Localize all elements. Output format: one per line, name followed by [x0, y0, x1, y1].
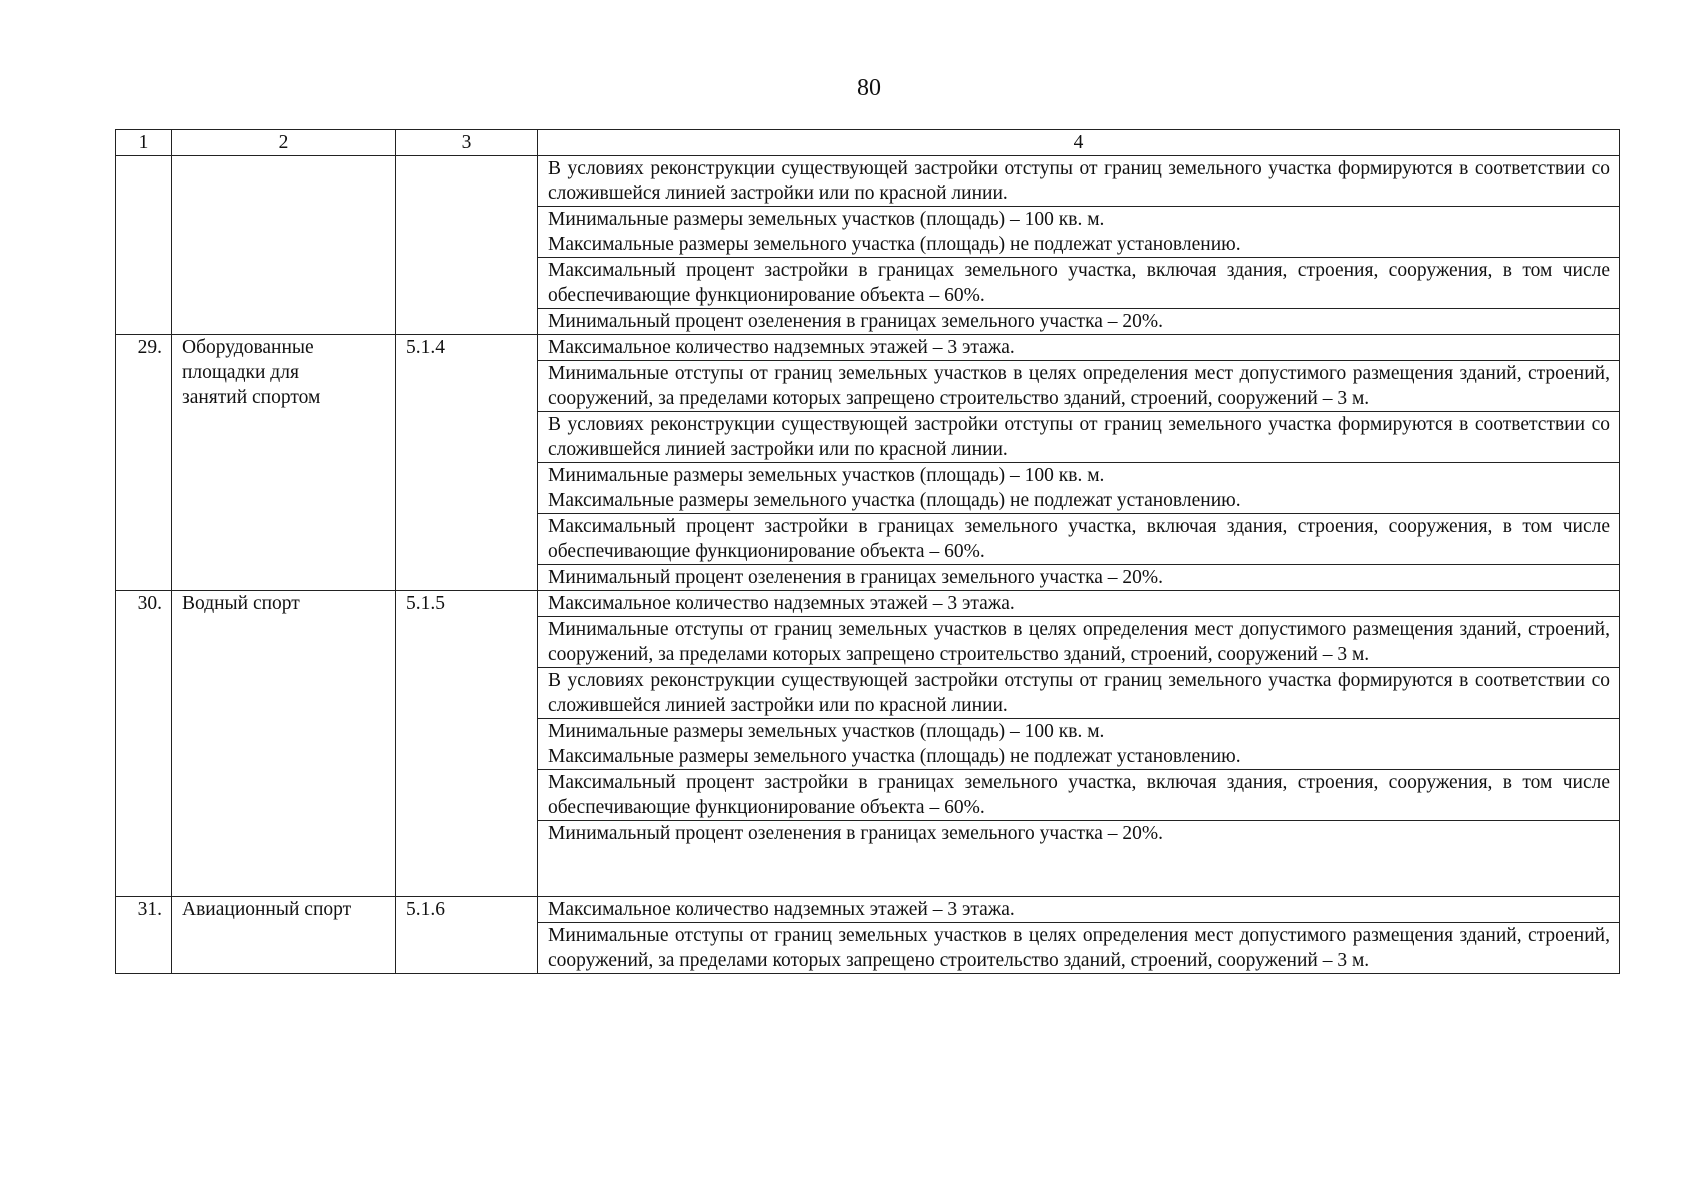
- param-cell: [538, 668, 1620, 719]
- table-row: [116, 335, 1620, 361]
- use-name-line: занятий спортом: [182, 387, 321, 408]
- param-cell: [538, 770, 1620, 821]
- table-row: [116, 156, 1620, 207]
- param-cell: [538, 514, 1620, 565]
- param-text: Максимальные размеры земельного участка (площадь) не подлежат установлению.: [548, 490, 1241, 511]
- param-cell: [538, 335, 1620, 361]
- header-cell-4: 4: [538, 130, 1620, 156]
- param-text: Минимальные размеры земельных участков (площадь) – 100 кв. м.: [548, 465, 1105, 486]
- param-text: Минимальные отступы от границ земельных участков в целях определения мест допустимого размещения зданий, строений, сооружений, за пределами которых запрещено строительство зданий, строений, сооружений – 3 м.: [548, 925, 1610, 971]
- param-cell: [538, 412, 1620, 463]
- param-cell: [538, 719, 1620, 770]
- row-number: 31.: [116, 897, 172, 974]
- param-text: В условиях реконструкции существующей застройки отступы от границ земельного участка формируются в соответствии со сложившейся линией застройки или по красной линии.: [548, 414, 1610, 460]
- param-cell: [538, 258, 1620, 309]
- param-cell: [538, 591, 1620, 617]
- param-cell: [538, 923, 1620, 974]
- header-cell-3: 3: [396, 130, 538, 156]
- param-cell: [538, 617, 1620, 668]
- param-cell: [538, 361, 1620, 412]
- param-cell: [538, 309, 1620, 335]
- use-name-line: Водный спорт: [182, 593, 300, 614]
- param-text: Максимальные размеры земельного участка (площадь) не подлежат установлению.: [548, 234, 1241, 255]
- header-cell-2: 2: [172, 130, 396, 156]
- param-text: Максимальное количество надземных этажей – 3 этажа.: [548, 337, 1015, 358]
- param-cell: [538, 207, 1620, 258]
- param-text: Максимальный процент застройки в границах земельного участка, включая здания, строения, сооружения, в том числе обеспечивающие функционирование объекта – 60%.: [548, 516, 1610, 562]
- param-text: В условиях реконструкции существующей застройки отступы от границ земельного участка формируются в соответствии со сложившейся линией застройки или по красной линии.: [548, 158, 1610, 204]
- param-text: Минимальные размеры земельных участков (площадь) – 100 кв. м.: [548, 721, 1105, 742]
- table-row: [116, 591, 1620, 617]
- param-cell: [538, 897, 1620, 923]
- header-row: [116, 130, 1620, 156]
- param-cell: [538, 156, 1620, 207]
- use-name: [172, 897, 396, 974]
- param-text: Минимальный процент озеленения в границах земельного участка – 20%.: [548, 567, 1164, 588]
- use-code: [396, 156, 538, 335]
- param-cell: [538, 463, 1620, 514]
- param-text: Минимальные отступы от границ земельных участков в целях определения мест допустимого размещения зданий, строений, сооружений, за пределами которых запрещено строительство зданий, строений, сооружений – 3 м.: [548, 363, 1610, 409]
- param-text: Минимальные отступы от границ земельных участков в целях определения мест допустимого размещения зданий, строений, сооружений, за пределами которых запрещено строительство зданий, строений, сооружений – 3 м.: [548, 619, 1610, 665]
- param-text: В условиях реконструкции существующей застройки отступы от границ земельного участка формируются в соответствии со сложившейся линией застройки или по красной линии.: [548, 670, 1610, 716]
- use-name: [172, 591, 396, 897]
- use-name-line: площадки для: [182, 362, 299, 383]
- param-text: Минимальные размеры земельных участков (площадь) – 100 кв. м.: [548, 209, 1105, 230]
- param-text: Максимальный процент застройки в границах земельного участка, включая здания, строения, сооружения, в том числе обеспечивающие функционирование объекта – 60%.: [548, 260, 1610, 306]
- param-text: Максимальное количество надземных этажей – 3 этажа.: [548, 593, 1015, 614]
- table-row: [116, 897, 1620, 923]
- param-cell: [538, 821, 1620, 897]
- row-number: 30.: [116, 591, 172, 897]
- param-text: Минимальный процент озеленения в границах земельного участка – 20%.: [548, 823, 1164, 844]
- row-number: [116, 156, 172, 335]
- param-cell: [538, 565, 1620, 591]
- use-name-line: Авиационный спорт: [182, 899, 352, 920]
- param-text: Максимальное количество надземных этажей – 3 этажа.: [548, 899, 1015, 920]
- row-number: 29.: [116, 335, 172, 591]
- use-name: [172, 335, 396, 591]
- use-name-line: Оборудованные: [182, 337, 314, 358]
- param-text: Минимальный процент озеленения в границах земельного участка – 20%.: [548, 311, 1164, 332]
- header-cell-1: 1: [116, 130, 172, 156]
- use-name: [172, 156, 396, 335]
- use-code: 5.1.5: [396, 591, 538, 897]
- param-text: Максимальные размеры земельного участка (площадь) не подлежат установлению.: [548, 746, 1241, 767]
- param-text: Максимальный процент застройки в границах земельного участка, включая здания, строения, сооружения, в том числе обеспечивающие функционирование объекта – 60%.: [548, 772, 1610, 818]
- use-code: 5.1.4: [396, 335, 538, 591]
- regulations-table: [115, 129, 1620, 974]
- page-number: 80: [857, 75, 881, 101]
- use-code: 5.1.6: [396, 897, 538, 974]
